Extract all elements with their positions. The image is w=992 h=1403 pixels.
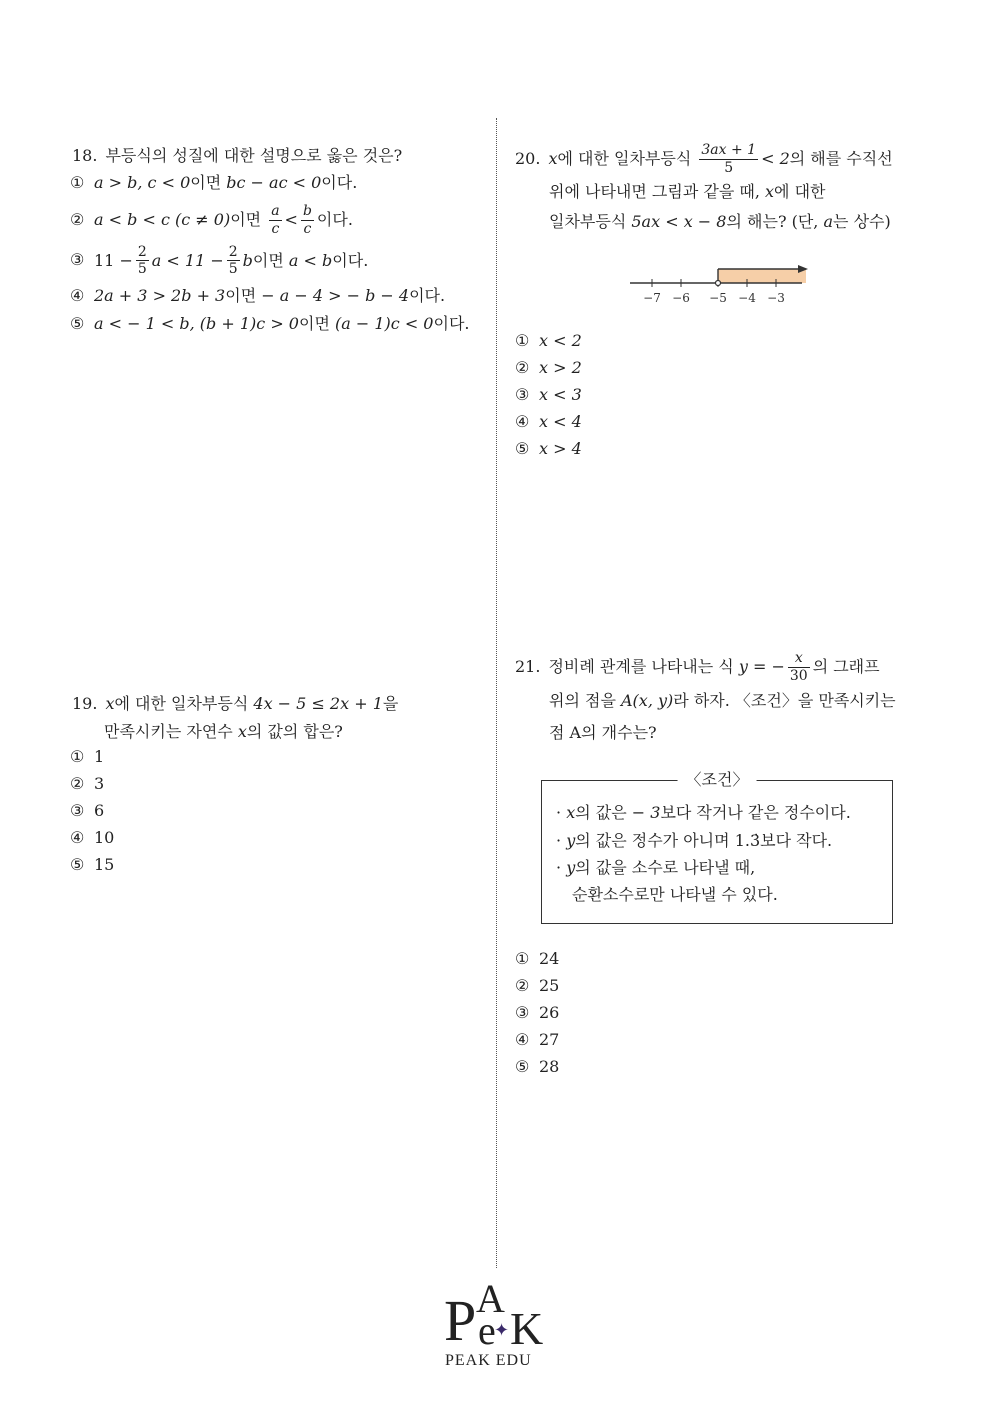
question-stem: 부등식의 성질에 대한 설명으로 옳은 것은?	[105, 146, 403, 165]
choice-3[interactable]: ③ x < 3	[515, 385, 582, 404]
choice-1[interactable]: ① x < 2	[515, 331, 582, 350]
question-21: 21. 정비례 관계를 나타내는 식 y = − $\frac{x}{30}$ 의 그래프 위의 점을 A(x, y)라 하자. 〈조건〉을 만족시키는 점 A의 개수는?	[515, 650, 896, 742]
fraction: $\frac{2}{5}$	[228, 243, 238, 278]
choice-2[interactable]: ② 25	[515, 976, 560, 995]
tick-label: −5	[709, 291, 727, 305]
choice-3[interactable]: ③ 6	[70, 801, 105, 820]
column-divider	[496, 118, 497, 1268]
choice-1[interactable]: ① a > b, c < 0이면 bc − ac < 0이다.	[70, 173, 358, 192]
choice-4[interactable]: ④ 27	[515, 1030, 560, 1049]
choice-3[interactable]: ③ 11 − $\frac{2}{5}$ a < 11 − $\frac{2}{5}$ b이면 a < b이다.	[70, 243, 369, 278]
fraction: $\frac{x}{30}$	[789, 650, 808, 684]
question-number: 20.	[515, 148, 541, 168]
question-number: 18.	[72, 146, 98, 165]
choice-2[interactable]: ② x > 2	[515, 358, 582, 377]
condition-box	[541, 770, 893, 924]
fraction: $\frac{3ax + 1}{5}$	[701, 142, 757, 176]
choice-5[interactable]: ⑤ x > 4	[515, 439, 582, 458]
choice-1[interactable]: ① 24	[515, 949, 560, 968]
logo-text: PEAK EDU	[445, 1352, 532, 1369]
choice-1[interactable]: ① 1	[70, 747, 105, 766]
choice-5[interactable]: ⑤ 28	[515, 1057, 560, 1076]
choice-4[interactable]: ④ 10	[70, 828, 115, 847]
question-number: 19.	[72, 694, 98, 713]
tick-label: −7	[643, 291, 661, 305]
solution-shading	[718, 269, 806, 283]
choice-4[interactable]: ④ 2a + 3 > 2b + 3이면 − a − 4 > − b − 4이다.	[70, 286, 446, 306]
choice-2[interactable]: ② 3	[70, 774, 105, 793]
q21-choices	[515, 945, 559, 1080]
q18-choices	[70, 169, 469, 338]
logo-letter-e: e	[478, 1308, 496, 1353]
tick-label: −3	[767, 291, 785, 305]
condition-item: · y의 값을 소수로 나타낼 때,	[556, 858, 756, 877]
question-18	[72, 143, 402, 169]
choice-2[interactable]: ② a < b < c (c ≠ 0)이면 $\frac{a}{c}$ < $\frac{b}{c}$ 이다.	[70, 203, 353, 237]
q19-choices	[70, 743, 114, 878]
condition-list	[556, 799, 851, 909]
condition-item: · y의 값은 정수가 아니며 1.3̇보다 작다.	[556, 831, 833, 850]
number-line	[626, 262, 816, 308]
star-icon: ✦	[494, 1320, 510, 1341]
choice-4[interactable]: ④ x < 4	[515, 412, 582, 431]
fraction: $\frac{2}{5}$	[137, 243, 147, 278]
question-20: 20. x에 대한 일차부등식 $\frac{3ax + 1}{5}$ < 2의 해를 수직선 위에 나타내면 그림과 같을 때, x에 대한 일차부등식 5ax < x − 8의 해는? (단, a는 상수)	[515, 142, 893, 231]
condition-item: · x의 값은 − 3보다 작거나 같은 정수이다.	[556, 803, 851, 822]
logo-letter-a: A	[476, 1278, 505, 1321]
tick-label: −6	[672, 291, 690, 305]
fraction: $\frac{a}{c}$	[271, 203, 280, 237]
choice-5[interactable]: ⑤ a < − 1 < b, (b + 1)c > 0이면 (a − 1)c < 0이다.	[70, 314, 470, 334]
choice-5[interactable]: ⑤ 15	[70, 855, 115, 874]
condition-item: 순환소수로만 나타낼 수 있다.	[572, 885, 778, 904]
fraction: $\frac{b}{c}$	[302, 203, 312, 237]
logo-letter-k: K	[510, 1303, 544, 1354]
question-19: 19. x에 대한 일차부등식 4x − 5 ≤ 2x + 1을 만족시키는 자연수 x의 값의 합은?	[72, 694, 399, 741]
condition-title: 〈조건〉	[678, 769, 757, 791]
open-endpoint	[716, 281, 721, 286]
tick-label: −4	[738, 291, 756, 305]
choice-3[interactable]: ③ 26	[515, 1003, 560, 1022]
q20-choices	[515, 327, 582, 462]
question-number: 21.	[515, 656, 541, 676]
logo-letter-p: P	[444, 1288, 477, 1353]
